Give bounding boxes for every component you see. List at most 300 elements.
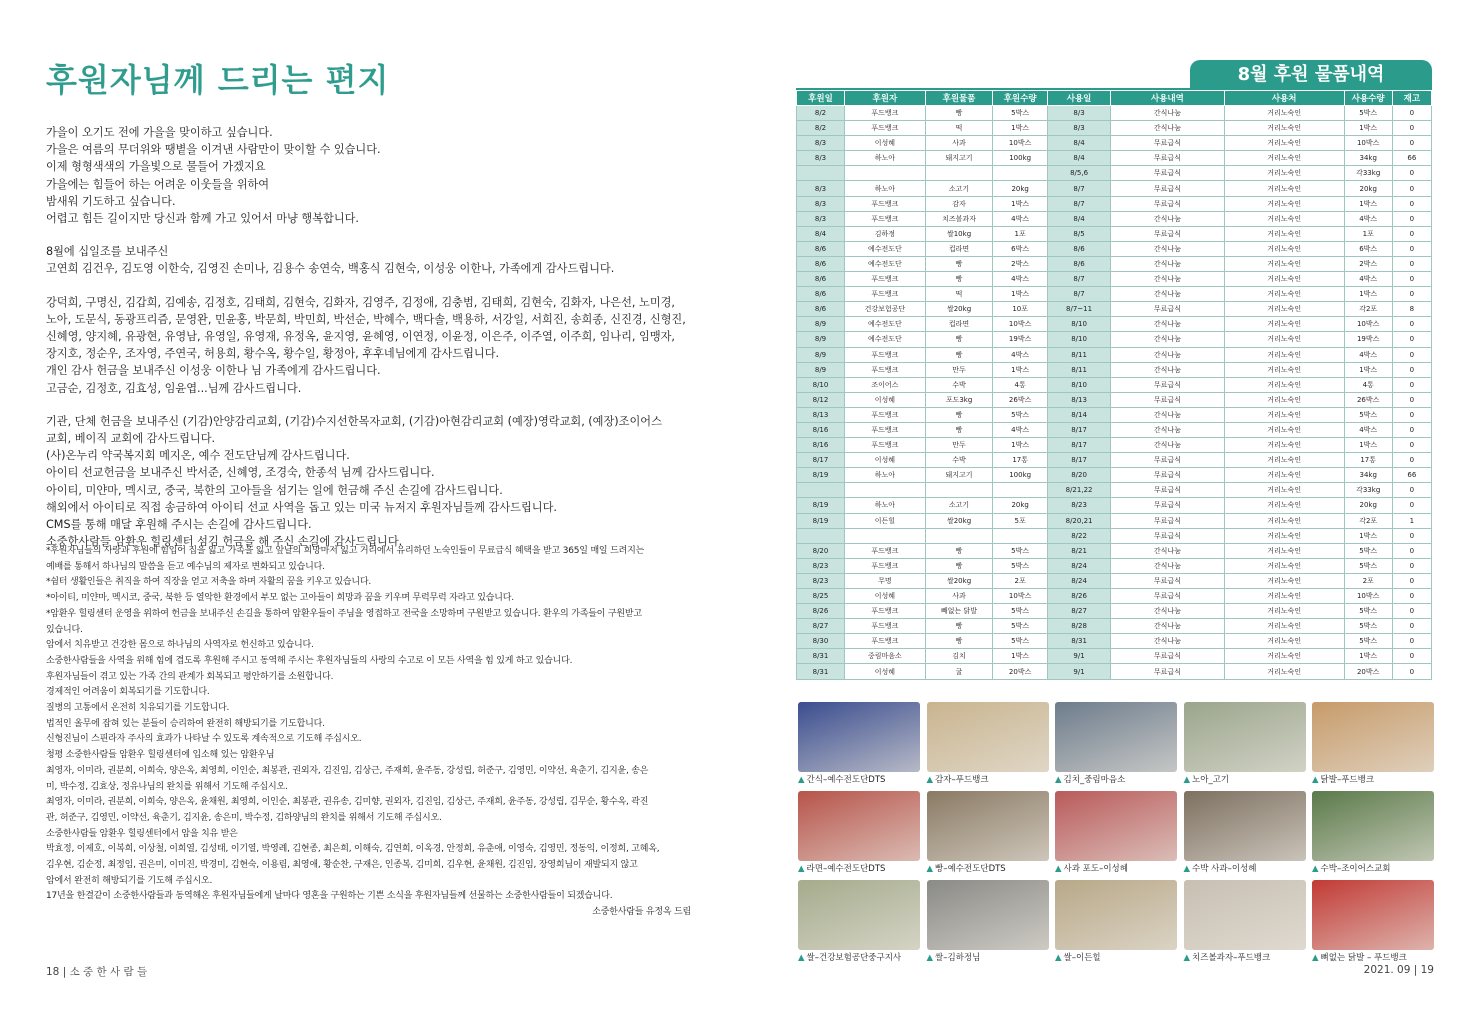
table-cell: 8/27 xyxy=(1047,604,1110,619)
table-cell xyxy=(925,483,993,498)
table-cell: 8/6 xyxy=(797,256,845,271)
letter-body xyxy=(46,124,691,550)
table-cell: 0 xyxy=(1392,422,1431,437)
table-cell: 0 xyxy=(1392,664,1431,679)
photo-item xyxy=(1184,880,1306,963)
signoff: 소중한사람들 유정옥 드림 xyxy=(592,907,691,918)
table-cell: 무료급식 xyxy=(1111,151,1224,166)
photo-caption xyxy=(1184,951,1306,963)
table-cell: 빵 xyxy=(925,634,993,649)
table-cell: 0 xyxy=(1392,347,1431,362)
table-cell: 0 xyxy=(1392,121,1431,136)
table-row xyxy=(797,256,1432,271)
goods-table-header xyxy=(797,91,1432,106)
table-cell: 빵 xyxy=(925,347,993,362)
table-cell: 빵 xyxy=(925,106,993,121)
table-cell: 8/23 xyxy=(797,573,845,588)
triangle-icon: ▲ xyxy=(798,864,805,874)
table-cell: 8/19 xyxy=(797,468,845,483)
table-cell: 8/6 xyxy=(797,241,845,256)
table-cell: 4박스 xyxy=(993,211,1048,226)
table-cell: 간식나눔 xyxy=(1111,272,1224,287)
photo-image xyxy=(1055,791,1177,861)
table-cell: 간식나눔 xyxy=(1111,121,1224,136)
table-cell: 5박스 xyxy=(993,106,1048,121)
photo-image xyxy=(1312,702,1434,772)
table-cell: 거리노숙인 xyxy=(1224,256,1344,271)
photo-caption xyxy=(798,951,920,963)
table-cell: 거리노숙인 xyxy=(1224,181,1344,196)
triangle-icon: ▲ xyxy=(1055,864,1062,874)
table-cell: 5박스 xyxy=(993,543,1048,558)
table-row xyxy=(797,558,1432,573)
photo-caption xyxy=(1184,773,1306,785)
table-cell: 간식나눔 xyxy=(1111,558,1224,573)
photo-image xyxy=(1184,880,1306,950)
note-line: 김우현, 김순정, 최정임, 권은미, 이미진, 박경미, 김현숙, 이용림, 최영애, 황순찬, 구재은, 인종복, 김미희, 김우현, 윤채원, 김진임, 장영희님이 재발되지 않고 xyxy=(46,860,638,871)
letter-line: 고연희 김건우, 김도영 이한숙, 김영진 손미나, 김용수 송연숙, 백홍식 김현숙, 이성웅 이한나, 가족에게 감사드립니다. xyxy=(46,262,615,276)
table-cell: 0 xyxy=(1392,362,1431,377)
letter-line: 노아, 도문식, 동광프리즘, 문영완, 민윤홍, 박문희, 박민희, 박선순, 박혜수, 백다솔, 백용하, 서강일, 서희진, 송희종, 신진경, 신형진, xyxy=(46,312,686,326)
table-cell: 거리노숙인 xyxy=(1224,468,1344,483)
table-row xyxy=(797,347,1432,362)
table-cell: 푸드뱅크 xyxy=(845,438,926,453)
table-cell: 푸드뱅크 xyxy=(845,362,926,377)
table-cell: 거리노숙인 xyxy=(1224,422,1344,437)
note-line: 예배를 통해서 하나님의 말씀을 듣고 예수님의 제자로 변화되고 있습니다. xyxy=(46,561,325,572)
table-cell: 34kg xyxy=(1344,151,1392,166)
column-header: 사용처 xyxy=(1224,91,1344,106)
table-cell: 1박스 xyxy=(1344,528,1392,543)
table-row xyxy=(797,619,1432,634)
photo-item xyxy=(798,880,920,963)
table-cell: 거리노숙인 xyxy=(1224,226,1344,241)
table-cell: 2포 xyxy=(1344,573,1392,588)
table-cell: 이성혜 xyxy=(845,453,926,468)
table-row xyxy=(797,287,1432,302)
letter-line: 해외에서 아이티로 직접 송금하여 아이티 선교 사역을 돕고 있는 미국 뉴저지 후원자님들께 감사드립니다. xyxy=(46,500,557,514)
table-cell: 거리노숙인 xyxy=(1224,332,1344,347)
table-cell xyxy=(797,166,845,181)
photo-caption xyxy=(927,773,1049,785)
table-cell: 거리노숙인 xyxy=(1224,407,1344,422)
table-cell: 쌀10kg xyxy=(925,226,993,241)
note-line: 소중한사람들 암환우 힐링센터에서 암을 치유 받은 xyxy=(46,828,238,839)
table-cell: 8/17 xyxy=(1047,422,1110,437)
table-cell: 34kg xyxy=(1344,468,1392,483)
table-cell xyxy=(925,166,993,181)
table-cell: 8/17 xyxy=(797,453,845,468)
table-cell: 8/11 xyxy=(1047,347,1110,362)
table-cell: 0 xyxy=(1392,438,1431,453)
table-cell: 0 xyxy=(1392,181,1431,196)
triangle-icon: ▲ xyxy=(1055,775,1062,785)
table-row xyxy=(797,302,1432,317)
table-row xyxy=(797,604,1432,619)
table-cell: 0 xyxy=(1392,287,1431,302)
table-cell: 5포 xyxy=(993,513,1048,528)
table-cell: 각33kg xyxy=(1344,483,1392,498)
photo-item xyxy=(1312,791,1434,874)
table-cell: 2박스 xyxy=(1344,256,1392,271)
table-row xyxy=(797,317,1432,332)
table-cell: 푸드뱅크 xyxy=(845,347,926,362)
table-cell xyxy=(925,528,993,543)
photo-image xyxy=(1184,702,1306,772)
table-cell: 거리노숙인 xyxy=(1224,362,1344,377)
table-cell: 4박스 xyxy=(993,272,1048,287)
table-cell: 17통 xyxy=(1344,453,1392,468)
table-row xyxy=(797,664,1432,679)
table-row xyxy=(797,589,1432,604)
photo-image xyxy=(798,880,920,950)
table-cell: 8/19 xyxy=(797,498,845,513)
note-line: 법적인 올무에 잡혀 있는 분들이 승리하여 완전히 해방되기를 기도합니다. xyxy=(46,718,325,729)
letter-line: CMS를 통해 매달 후원해 주시는 손길에 감사드립니다. xyxy=(46,518,312,532)
caption-text: 김치_중림마음소 xyxy=(1063,775,1126,785)
table-cell: 8/6 xyxy=(1047,256,1110,271)
table-cell: 푸드뱅크 xyxy=(845,121,926,136)
table-cell: 4통 xyxy=(1344,377,1392,392)
table-row xyxy=(797,513,1432,528)
photo-image xyxy=(1055,880,1177,950)
table-cell: 빵 xyxy=(925,543,993,558)
table-cell: 8/12 xyxy=(797,392,845,407)
table-cell: 8/21 xyxy=(1047,543,1110,558)
table-cell: 0 xyxy=(1392,317,1431,332)
photo-caption xyxy=(798,862,920,874)
table-cell: 거리노숙인 xyxy=(1224,664,1344,679)
photo-caption xyxy=(1312,773,1434,785)
table-cell: 치즈볼과자 xyxy=(925,211,993,226)
table-cell: 8/10 xyxy=(1047,377,1110,392)
table-cell: 5박스 xyxy=(1344,407,1392,422)
table-cell: 20kg xyxy=(1344,181,1392,196)
table-cell: 빵 xyxy=(925,332,993,347)
photo-row xyxy=(798,702,1434,785)
table-cell: 0 xyxy=(1392,528,1431,543)
photo-image xyxy=(927,791,1049,861)
caption-text: 수박 사과–이성혜 xyxy=(1192,864,1257,874)
table-cell: 거리노숙인 xyxy=(1224,573,1344,588)
goods-tab-title: 8월 후원 물품내역 xyxy=(1190,60,1432,90)
table-row xyxy=(797,241,1432,256)
photo-caption xyxy=(927,862,1049,874)
table-cell: 푸드뱅크 xyxy=(845,619,926,634)
table-cell: 소고기 xyxy=(925,181,993,196)
table-row xyxy=(797,196,1432,211)
table-cell: 무료급식 xyxy=(1111,136,1224,151)
table-cell: 8/7 xyxy=(1047,181,1110,196)
goods-table xyxy=(796,90,1432,680)
table-cell: 1박스 xyxy=(993,287,1048,302)
table-cell: 8/5,6 xyxy=(1047,166,1110,181)
table-row xyxy=(797,649,1432,664)
table-cell: 각2포 xyxy=(1344,302,1392,317)
letter-line: 밤새워 기도하고 싶습니다. xyxy=(46,194,176,208)
table-cell: 8/9 xyxy=(797,347,845,362)
table-cell: 10박스 xyxy=(1344,136,1392,151)
table-cell: 거리노숙인 xyxy=(1224,604,1344,619)
table-cell: 8/3 xyxy=(797,196,845,211)
table-cell: 이성혜 xyxy=(845,392,926,407)
table-cell: 0 xyxy=(1392,332,1431,347)
note-line: 미, 박수정, 김효상, 정유나님의 완치를 위해서 기도해 주십시오. xyxy=(46,781,288,792)
table-cell: 8/16 xyxy=(797,422,845,437)
table-cell: 무료급식 xyxy=(1111,302,1224,317)
table-cell: 10포 xyxy=(993,302,1048,317)
photo-row xyxy=(798,880,1434,963)
table-cell: 무료급식 xyxy=(1111,528,1224,543)
table-cell: 거리노숙인 xyxy=(1224,558,1344,573)
table-cell: 8/17 xyxy=(1047,438,1110,453)
note-line: 암에서 완전히 해방되기를 기도해 주십시오. xyxy=(46,875,213,886)
table-cell: 무료급식 xyxy=(1111,573,1224,588)
table-cell: 10박스 xyxy=(1344,317,1392,332)
photo-item xyxy=(1184,702,1306,785)
table-cell: 8/7 xyxy=(1047,196,1110,211)
table-cell: 빵 xyxy=(925,619,993,634)
table-cell: 조이어스 xyxy=(845,377,926,392)
table-cell: 8/31 xyxy=(797,664,845,679)
table-row xyxy=(797,438,1432,453)
table-cell: 간식나눔 xyxy=(1111,634,1224,649)
table-cell: 1박스 xyxy=(1344,438,1392,453)
table-cell: 푸드뱅크 xyxy=(845,634,926,649)
table-cell: 거리노숙인 xyxy=(1224,513,1344,528)
table-cell: 무료급식 xyxy=(1111,589,1224,604)
table-cell: 0 xyxy=(1392,136,1431,151)
table-cell: 8/9 xyxy=(797,317,845,332)
table-cell: 8/20 xyxy=(1047,468,1110,483)
table-cell: 각2포 xyxy=(1344,513,1392,528)
table-cell: 푸드뱅크 xyxy=(845,106,926,121)
letter-line: 아이티 선교헌금을 보내주신 박서준, 신혜영, 조경숙, 한종석 님께 감사드립니다. xyxy=(46,466,435,480)
table-cell xyxy=(993,483,1048,498)
caption-text: 닭발–푸드뱅크 xyxy=(1320,775,1375,785)
table-cell: 거리노숙인 xyxy=(1224,589,1344,604)
table-cell: 무료급식 xyxy=(1111,453,1224,468)
table-cell: 무료급식 xyxy=(1111,649,1224,664)
table-cell: 0 xyxy=(1392,604,1431,619)
photo-caption xyxy=(1055,862,1177,874)
table-cell: 8/3 xyxy=(797,211,845,226)
table-cell: 무료급식 xyxy=(1111,196,1224,211)
triangle-icon: ▲ xyxy=(1183,953,1191,963)
photo-caption xyxy=(1184,862,1306,874)
table-cell: 빵 xyxy=(925,407,993,422)
table-cell: 거리노숙인 xyxy=(1224,483,1344,498)
table-cell: 푸드뱅크 xyxy=(845,196,926,211)
photo-image xyxy=(1184,791,1306,861)
table-row xyxy=(797,543,1432,558)
table-cell: 건강보험공단 xyxy=(845,302,926,317)
photo-image xyxy=(1312,791,1434,861)
table-cell: 간식나눔 xyxy=(1111,256,1224,271)
table-cell: 빵 xyxy=(925,272,993,287)
table-cell: 간식나눔 xyxy=(1111,106,1224,121)
table-row xyxy=(797,422,1432,437)
table-row xyxy=(797,166,1432,181)
photo-caption xyxy=(1055,773,1177,785)
column-header: 사용일 xyxy=(1047,91,1110,106)
table-cell: 떡 xyxy=(925,121,993,136)
table-cell: 8/21,22 xyxy=(1047,483,1110,498)
note-line: 있습니다. xyxy=(46,624,83,635)
table-cell: 돼지고기 xyxy=(925,468,993,483)
table-cell: 예수전도단 xyxy=(845,317,926,332)
table-cell: 0 xyxy=(1392,619,1431,634)
table-cell: 무료급식 xyxy=(1111,483,1224,498)
footer-left: 18 | 소 중 한 사 람 들 xyxy=(46,966,148,978)
table-cell xyxy=(993,166,1048,181)
table-row xyxy=(797,272,1432,287)
table-cell: 0 xyxy=(1392,407,1431,422)
caption-text: 감자–푸드뱅크 xyxy=(935,775,989,785)
table-cell: 예수전도단 xyxy=(845,256,926,271)
table-cell: 8/28 xyxy=(1047,619,1110,634)
table-cell xyxy=(797,483,845,498)
photo-image xyxy=(1312,880,1434,950)
table-row xyxy=(797,181,1432,196)
letter-line: 이제 형형색색의 가을빛으로 물들어 가겠지요 xyxy=(46,160,266,174)
letter-line: 기관, 단체 헌금을 보내주신 (기감)안양감리교회, (기감)수지선한목자교회, (기감)아현감리교회 (예장)영락교회, (예장)조이어스 xyxy=(46,414,662,428)
table-cell: 간식나눔 xyxy=(1111,438,1224,453)
table-cell: 66 xyxy=(1392,468,1431,483)
table-cell: 무료급식 xyxy=(1111,377,1224,392)
table-cell: 거리노숙인 xyxy=(1224,196,1344,211)
photo-caption xyxy=(1312,862,1434,874)
table-cell: 빵 xyxy=(925,422,993,437)
table-cell: 거리노숙인 xyxy=(1224,649,1344,664)
table-cell: 하노아 xyxy=(845,468,926,483)
photo-caption xyxy=(1055,951,1177,963)
table-cell: 8/11 xyxy=(1047,362,1110,377)
table-row xyxy=(797,151,1432,166)
caption-text: 쌀–김하정님 xyxy=(935,953,981,963)
table-cell: 2박스 xyxy=(993,256,1048,271)
table-cell: 4박스 xyxy=(993,422,1048,437)
table-cell: 간식나눔 xyxy=(1111,332,1224,347)
table-cell: 1박스 xyxy=(1344,121,1392,136)
table-cell: 0 xyxy=(1392,498,1431,513)
table-cell: 예수전도단 xyxy=(845,241,926,256)
table-cell: 5박스 xyxy=(993,558,1048,573)
table-row xyxy=(797,528,1432,543)
caption-text: 쌀–이든힐 xyxy=(1063,953,1101,963)
table-cell: 하노아 xyxy=(845,498,926,513)
table-cell: 8/7 xyxy=(1047,272,1110,287)
table-row xyxy=(797,377,1432,392)
caption-text: 수박–조이어스교회 xyxy=(1320,864,1391,874)
table-cell: 8/9 xyxy=(797,332,845,347)
table-cell: 거리노숙인 xyxy=(1224,392,1344,407)
table-cell: 0 xyxy=(1392,226,1431,241)
table-cell: 5박스 xyxy=(1344,619,1392,634)
triangle-icon: ▲ xyxy=(1312,953,1319,963)
table-cell: 8/27 xyxy=(797,619,845,634)
letter-line: (사)온누리 약국복지회 메지온, 예수 전도단님께 감사드립니다. xyxy=(46,449,350,463)
letter-line: 어렵고 힘든 길이지만 당신과 함께 가고 있어서 마냥 행복합니다. xyxy=(46,212,359,226)
table-cell: 6박스 xyxy=(993,241,1048,256)
table-cell: 거리노숙인 xyxy=(1224,377,1344,392)
caption-text: 노아_고기 xyxy=(1192,775,1230,785)
table-cell: 이성혜 xyxy=(845,136,926,151)
table-cell: 1박스 xyxy=(993,362,1048,377)
table-cell: 거리노숙인 xyxy=(1224,619,1344,634)
table-cell: 8/3 xyxy=(1047,106,1110,121)
table-cell: 8/26 xyxy=(1047,589,1110,604)
photo-grid xyxy=(798,702,1434,969)
table-cell: 5박스 xyxy=(993,634,1048,649)
triangle-icon: ▲ xyxy=(798,953,805,963)
table-cell: 거리노숙인 xyxy=(1224,287,1344,302)
table-cell: 17통 xyxy=(993,453,1048,468)
photo-item xyxy=(1055,791,1177,874)
table-cell: 8/2 xyxy=(797,121,845,136)
triangle-icon: ▲ xyxy=(926,775,934,785)
prayer-notes xyxy=(46,544,691,921)
table-cell: 10박스 xyxy=(993,136,1048,151)
table-cell: 66 xyxy=(1392,151,1431,166)
caption-text: 라면–예수전도단DTS xyxy=(806,864,886,874)
triangle-icon: ▲ xyxy=(1312,775,1319,785)
table-cell: 0 xyxy=(1392,211,1431,226)
note-line: *아이티, 미얀마, 멕시코, 중국, 북한 등 열악한 환경에서 부모 없는 고아들이 희망과 꿈을 키우며 무럭무럭 자라고 있습니다. xyxy=(46,593,514,604)
table-cell: 6박스 xyxy=(1344,241,1392,256)
table-cell: 20kg xyxy=(993,181,1048,196)
note-line: 암에서 치유받고 건강한 몸으로 하나님의 사역자로 헌신하고 있습니다. xyxy=(46,640,314,651)
photo-item xyxy=(1055,702,1177,785)
table-cell: 거리노숙인 xyxy=(1224,347,1344,362)
table-cell: 거리노숙인 xyxy=(1224,438,1344,453)
table-cell: 돼지고기 xyxy=(925,151,993,166)
table-cell: 100kg xyxy=(993,151,1048,166)
table-cell: 간식나눔 xyxy=(1111,619,1224,634)
table-cell: 거리노숙인 xyxy=(1224,453,1344,468)
table-cell xyxy=(797,528,845,543)
letter-line: 아이티, 미얀마, 멕시코, 중국, 북한의 고아들을 섬기는 일에 헌금해 주신 손길에 감사드립니다. xyxy=(46,483,503,497)
table-cell: 거리노숙인 xyxy=(1224,302,1344,317)
photo-row xyxy=(798,791,1434,874)
table-cell: 9/1 xyxy=(1047,664,1110,679)
table-cell: 1박스 xyxy=(1344,287,1392,302)
table-cell: 8/4 xyxy=(1047,151,1110,166)
table-cell: 4박스 xyxy=(1344,422,1392,437)
table-cell: 1박스 xyxy=(1344,196,1392,211)
column-header: 사용수량 xyxy=(1344,91,1392,106)
table-cell: 19박스 xyxy=(1344,332,1392,347)
table-cell: 사과 xyxy=(925,136,993,151)
letter-line: 개인 감사 헌금을 보내주신 이성웅 이한나 님 가족에게 감사드립니다. xyxy=(46,364,381,378)
table-cell: 간식나눔 xyxy=(1111,407,1224,422)
table-row xyxy=(797,136,1432,151)
table-cell: 8/9 xyxy=(797,362,845,377)
table-cell: 8/7~11 xyxy=(1047,302,1110,317)
table-cell: 9/1 xyxy=(1047,649,1110,664)
table-row xyxy=(797,573,1432,588)
goods-tab-bar xyxy=(796,60,1432,90)
table-cell: 1포 xyxy=(1344,226,1392,241)
letter-line: 장지호, 정순우, 조자영, 주연국, 허용희, 황수옥, 황수일, 황정아, 후후네님에게 감사드립니다. xyxy=(46,347,500,361)
caption-text: 쌀–건강보험공단중구지사 xyxy=(806,953,902,963)
table-cell: 무명 xyxy=(845,573,926,588)
triangle-icon: ▲ xyxy=(926,864,934,874)
table-cell: 거리노숙인 xyxy=(1224,136,1344,151)
table-cell: 이든힐 xyxy=(845,513,926,528)
table-cell: 컵라면 xyxy=(925,317,993,332)
table-cell: 10박스 xyxy=(993,589,1048,604)
